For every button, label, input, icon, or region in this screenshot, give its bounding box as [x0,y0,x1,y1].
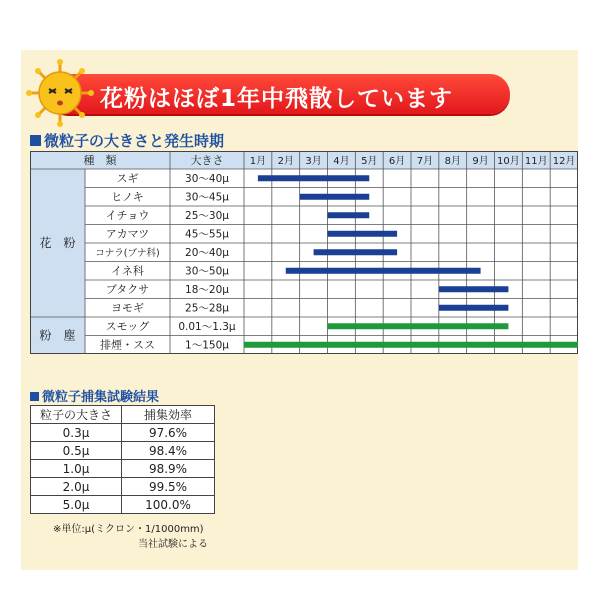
month-label: 12月 [552,156,576,167]
season-bar [328,212,370,218]
row-name-label: コナラ(ブナ科) [95,248,160,259]
table-row [31,442,215,460]
efficiency-header-size: 粒子の大きさ [31,406,122,424]
efficiency-header-row [31,406,215,424]
pollen-mascot-icon [25,58,95,128]
season-bar [286,268,481,274]
row-size-label: 30～40μ [185,173,229,185]
table-row [31,478,215,496]
row-name-label: イチョウ [105,209,150,222]
month-label: 5月 [361,156,378,167]
table-row [31,496,215,514]
efficiency-cell: 99.5% [122,478,215,496]
season-bar [314,249,398,255]
group-label: 粉 塵 [39,328,76,343]
season-bar [328,231,398,237]
month-label: 11月 [524,156,548,167]
month-label: 3月 [305,156,322,167]
row-name-label: 排煙・スス [100,338,155,352]
particle-size-cell: 0.3μ [31,424,122,442]
season-bar [258,175,369,181]
season-bar [300,194,370,200]
row-name-label: イネ科 [111,264,144,278]
efficiency-cell: 97.6% [122,424,215,442]
month-label: 7月 [416,156,434,167]
row-size-label: 30～45μ [185,191,229,204]
unit-note: ※単位:μ(ミクロン・1/1000mm) [53,524,204,535]
season-bar [439,286,509,292]
row-size-label: 20～40μ [185,247,229,259]
efficiency-header-rate: 捕集効率 [122,406,215,424]
row-name-label: スギ [116,172,139,185]
particle-size-cell: 0.5μ [31,442,122,460]
headline-text: 花粉はほぼ1年中飛散しています [100,86,454,112]
row-name-label: アカマツ [105,227,150,241]
month-label: 10月 [497,156,520,167]
efficiency-cell: 98.9% [122,460,215,478]
month-label: 8月 [444,156,461,167]
row-size-label: 0.01～1.3μ [178,321,236,333]
type-header: 種 類 [83,154,117,167]
season-bar [439,305,509,311]
size-header: 大きさ [190,154,224,167]
row-size-label: 1～150μ [185,339,229,352]
particle-size-cell: 2.0μ [31,478,122,496]
collection-efficiency-table [30,405,215,514]
row-name-label: ヨモギ [111,301,144,315]
month-label: 9月 [472,156,489,167]
row-name-label: ヒノキ [111,190,144,204]
efficiency-cell: 98.4% [122,442,215,460]
section-title-size-timing: 微粒子の大きさと発生時期 [30,130,224,151]
row-size-label: 25～30μ [185,210,229,222]
source-note: 当社試験による [138,539,208,550]
table-row [31,460,215,478]
month-label: 6月 [388,156,406,167]
month-label: 4月 [333,156,350,167]
season-bar [244,342,578,348]
particle-size-cell: 1.0μ [31,460,122,478]
month-label: 2月 [277,156,294,167]
season-bar [328,323,509,329]
month-label: 1月 [249,156,267,167]
row-size-label: 30～50μ [185,265,229,278]
efficiency-cell: 100.0% [122,496,215,514]
section-title-collection-test: 微粒子捕集試験結果 [30,386,159,405]
table-row [31,424,215,442]
row-size-label: 45～55μ [185,228,229,241]
row-name-label: ブタクサ [105,283,150,296]
group-column-bg [30,169,85,354]
row-size-label: 18～20μ [185,284,229,296]
pollen-season-chart [30,151,580,356]
row-name-label: スモッグ [105,320,150,333]
row-size-label: 25～28μ [185,302,229,315]
particle-size-cell: 5.0μ [31,496,122,514]
group-label: 花 粉 [39,236,76,250]
